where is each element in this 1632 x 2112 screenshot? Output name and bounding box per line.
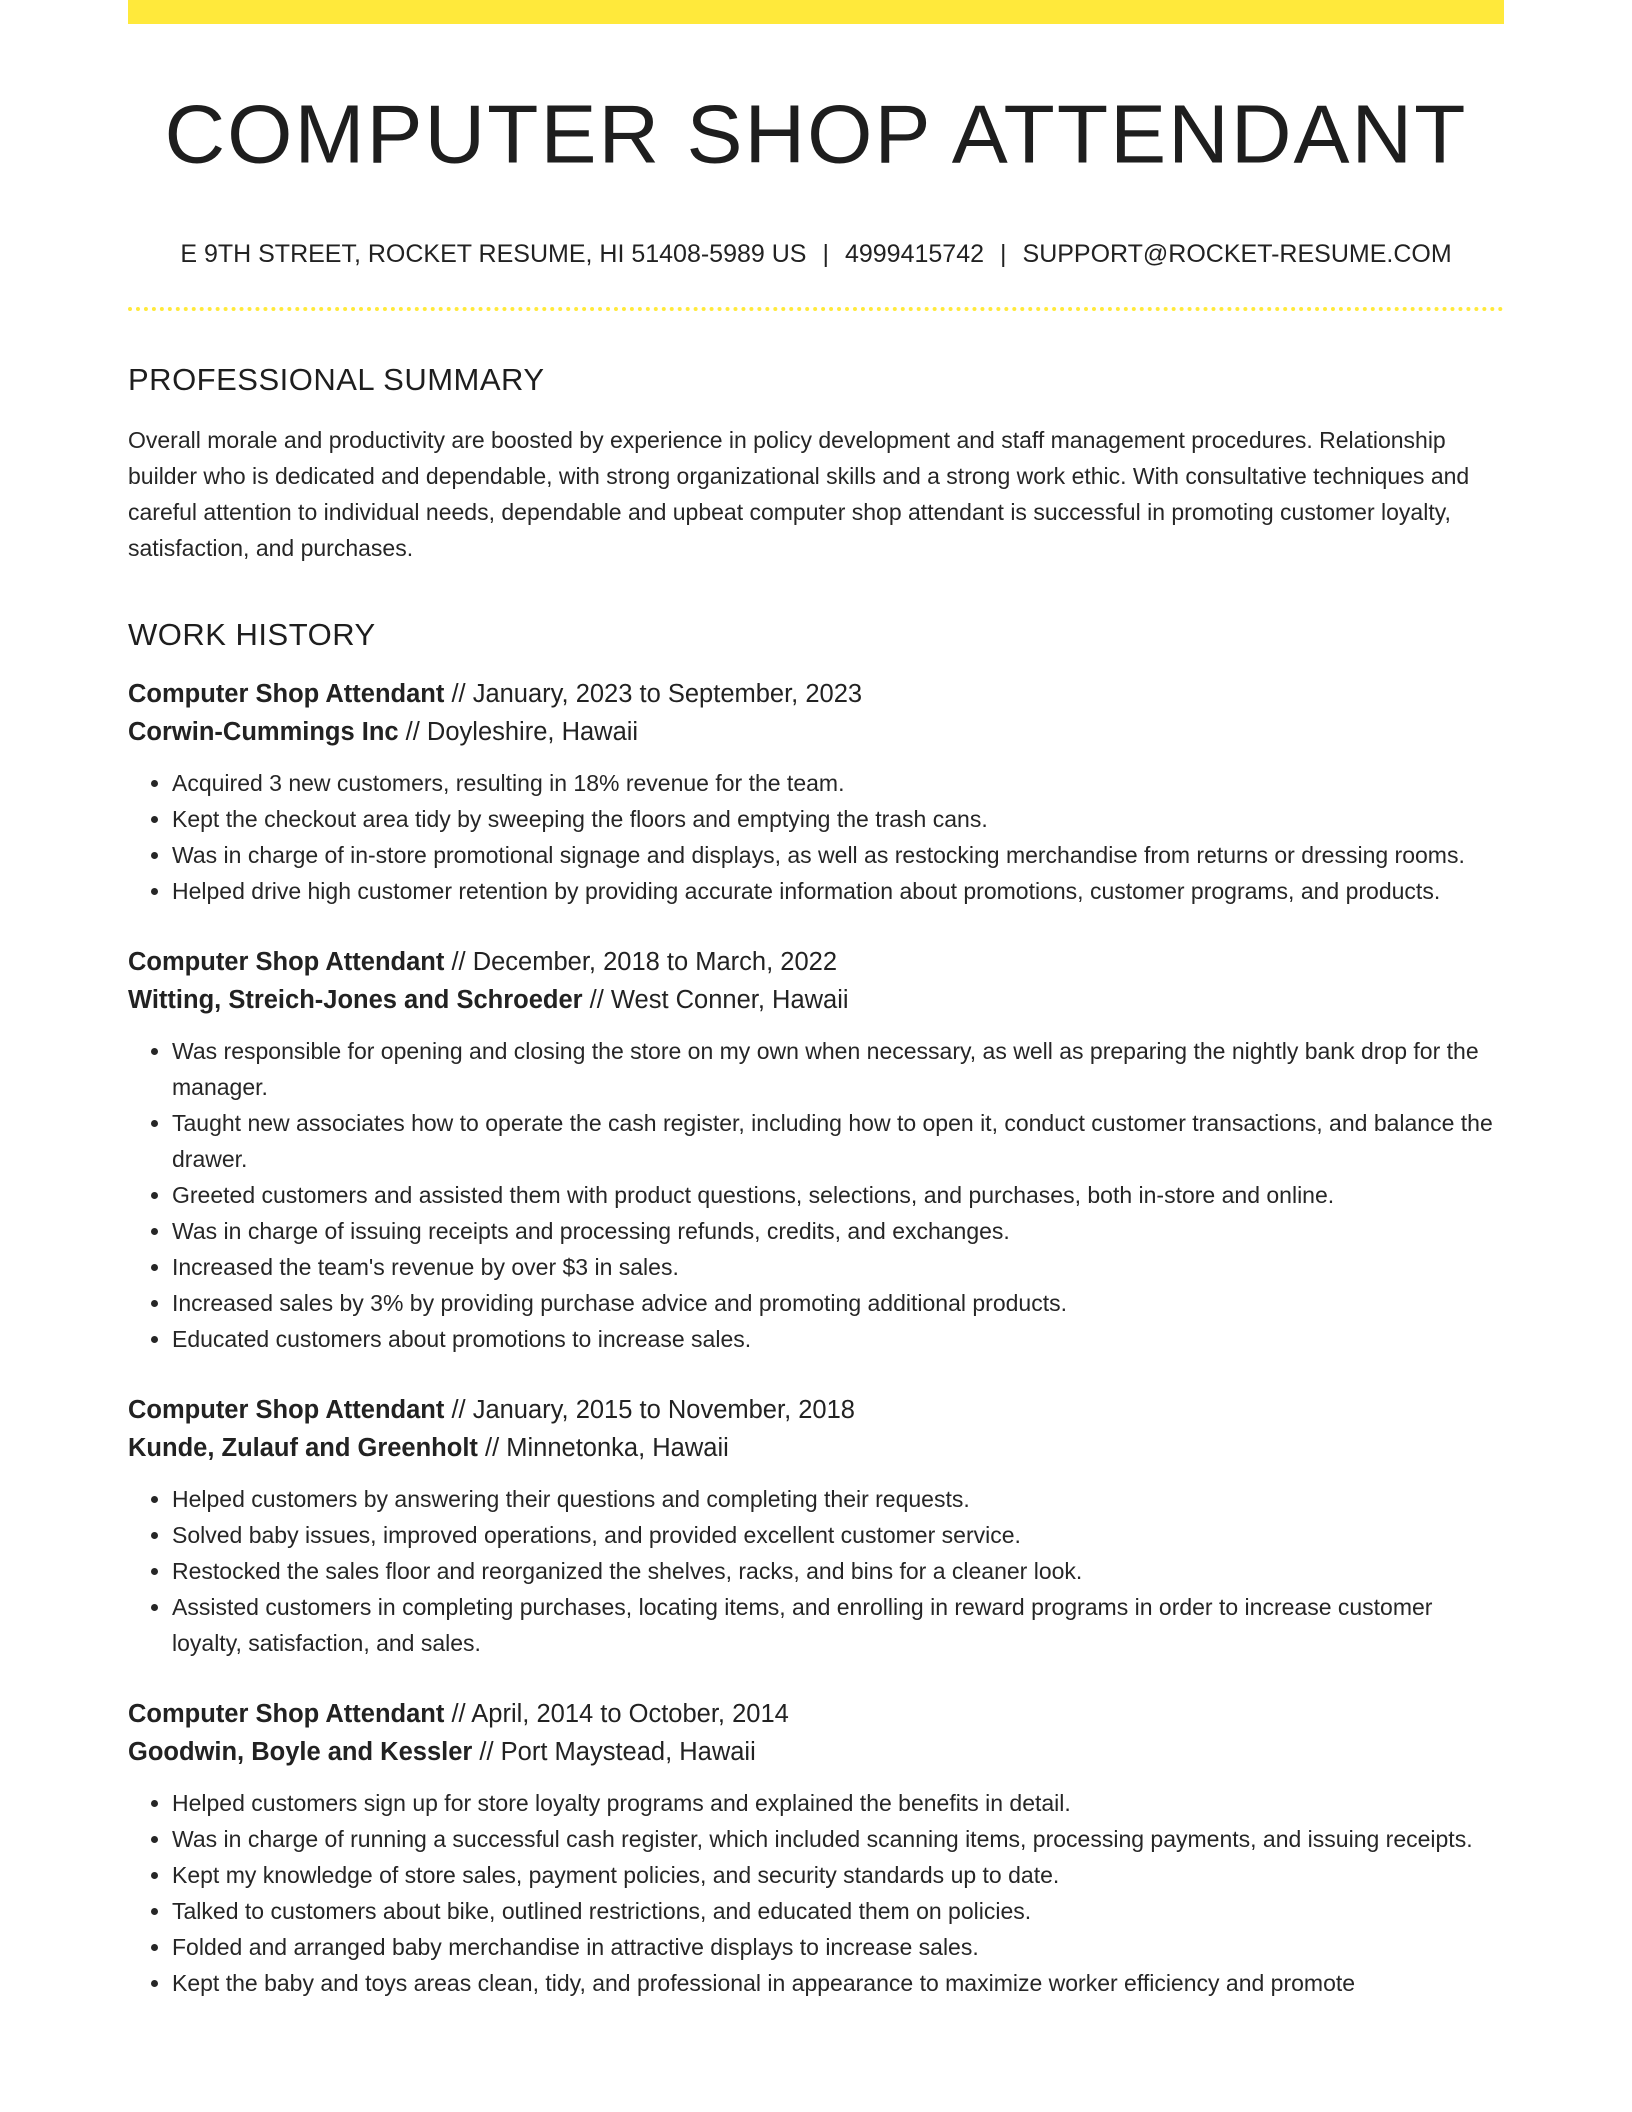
job-entry xyxy=(128,1391,1504,1661)
job-bullet: • Educated customers about promotions to increase sales. xyxy=(172,1321,1504,1357)
contact-separator: | xyxy=(822,239,829,268)
contact-email: SUPPORT@ROCKET-RESUME.COM xyxy=(1022,239,1452,268)
job-entry xyxy=(128,1695,1504,2001)
job-bullets xyxy=(128,1033,1504,1357)
job-bullet: • Increased the team's revenue by over $3 in sales. xyxy=(172,1249,1504,1285)
job-role-line xyxy=(128,943,1504,981)
job-bullets xyxy=(128,765,1504,909)
contact-address: E 9TH STREET, ROCKET RESUME, HI 51408-5989 US xyxy=(180,239,807,268)
job-bullet: • Was responsible for opening and closing the store on my own when necessary, as well as preparing the nightly bank drop for the manager. xyxy=(172,1033,1504,1105)
job-bullets xyxy=(128,1481,1504,1661)
job-company: Goodwin, Boyle and Kessler xyxy=(128,1738,473,1767)
job-entry xyxy=(128,675,1504,909)
job-company: Kunde, Zulauf and Greenholt xyxy=(128,1434,478,1463)
resume-page xyxy=(128,0,1504,2001)
work-history-list xyxy=(128,675,1504,2001)
job-role: Computer Shop Attendant xyxy=(128,1396,445,1425)
job-bullet: • Kept my knowledge of store sales, payment policies, and security standards up to date. xyxy=(172,1857,1504,1893)
job-role-line xyxy=(128,1391,1504,1429)
work-history-heading: WORK HISTORY xyxy=(128,616,376,652)
job-location: // Port Maystead, Hawaii xyxy=(472,1738,756,1767)
job-bullet: • Taught new associates how to operate the cash register, including how to open it, conduct customer transactions, and balance the drawer. xyxy=(172,1105,1504,1177)
job-bullet: • Helped customers sign up for store loyalty programs and explained the benefits in detail. xyxy=(172,1785,1504,1821)
job-dates: // January, 2015 to November, 2018 xyxy=(444,1396,855,1425)
job-company-line xyxy=(128,981,1504,1019)
contact-phone: 4999415742 xyxy=(844,239,985,268)
job-entry xyxy=(128,943,1504,1357)
job-bullet: • Was in charge of in-store promotional signage and displays, as well as restocking merchandise from returns or dressing rooms. xyxy=(172,837,1504,873)
job-bullet: • Helped drive high customer retention by providing accurate information about promotions, customer programs, and products. xyxy=(172,873,1504,909)
job-bullet: • Talked to customers about bike, outlined restrictions, and educated them on policies. xyxy=(172,1893,1504,1929)
job-bullet: • Folded and arranged baby merchandise in attractive displays to increase sales. xyxy=(172,1929,1504,1965)
job-role: Computer Shop Attendant xyxy=(128,948,445,977)
job-bullet: • Restocked the sales floor and reorganized the shelves, racks, and bins for a cleaner look. xyxy=(172,1553,1504,1589)
job-location: // Doyleshire, Hawaii xyxy=(398,718,639,747)
job-bullet: • Acquired 3 new customers, resulting in 18% revenue for the team. xyxy=(172,765,1504,801)
job-bullet: • Increased sales by 3% by providing purchase advice and promoting additional products. xyxy=(172,1285,1504,1321)
job-role-line xyxy=(128,675,1504,713)
job-bullet: • Greeted customers and assisted them with product questions, selections, and purchases, both in-store and online. xyxy=(172,1177,1504,1213)
job-location: // Minnetonka, Hawaii xyxy=(477,1434,729,1463)
top-accent-bar xyxy=(128,0,1504,24)
job-company-line xyxy=(128,1429,1504,1467)
job-company: Witting, Streich-Jones and Schroeder xyxy=(128,986,583,1015)
contact-separator: | xyxy=(1000,239,1007,268)
job-role-line xyxy=(128,1695,1504,1733)
resume-title: COMPUTER SHOP ATTENDANT xyxy=(164,87,1468,181)
job-bullet: • Was in charge of running a successful cash register, which included scanning items, processing payments, and issuing receipts. xyxy=(172,1821,1504,1857)
summary-heading: PROFESSIONAL SUMMARY xyxy=(128,361,545,397)
job-bullet: • Kept the baby and toys areas clean, tidy, and professional in appearance to maximize worker efficiency and promote xyxy=(172,1965,1504,2001)
job-bullet: • Solved baby issues, improved operations, and provided excellent customer service. xyxy=(172,1517,1504,1553)
job-company: Corwin-Cummings Inc xyxy=(128,718,399,747)
dotted-divider xyxy=(128,307,1504,311)
job-dates: // January, 2023 to September, 2023 xyxy=(444,680,863,709)
job-bullet: • Assisted customers in completing purchases, locating items, and enrolling in reward programs in order to increase customer loyalty, satisfaction, and sales. xyxy=(172,1589,1504,1661)
job-bullet: • Helped customers by answering their questions and completing their requests. xyxy=(172,1481,1504,1517)
contact-line xyxy=(128,239,1504,269)
job-bullet: • Was in charge of issuing receipts and processing refunds, credits, and exchanges. xyxy=(172,1213,1504,1249)
job-location: // West Conner, Hawaii xyxy=(582,986,849,1015)
job-company-line xyxy=(128,1733,1504,1771)
job-company-line xyxy=(128,713,1504,751)
job-bullets xyxy=(128,1785,1504,2001)
job-dates: // December, 2018 to March, 2022 xyxy=(444,948,837,977)
job-role: Computer Shop Attendant xyxy=(128,680,445,709)
job-role: Computer Shop Attendant xyxy=(128,1700,445,1729)
job-dates: // April, 2014 to October, 2014 xyxy=(444,1700,789,1729)
job-bullet: • Kept the checkout area tidy by sweeping the floors and emptying the trash cans. xyxy=(172,801,1504,837)
summary-text: Overall morale and productivity are boosted by experience in policy development and staff management procedures. Relationship builder who is dedicated and dependable, with strong organizational skills and a strong work ethic. With consultative techniques and careful attention to individual needs, dependable and upbeat computer shop attendant is successful in promoting customer loyalty, satisfaction, and purchases. xyxy=(128,426,1470,561)
